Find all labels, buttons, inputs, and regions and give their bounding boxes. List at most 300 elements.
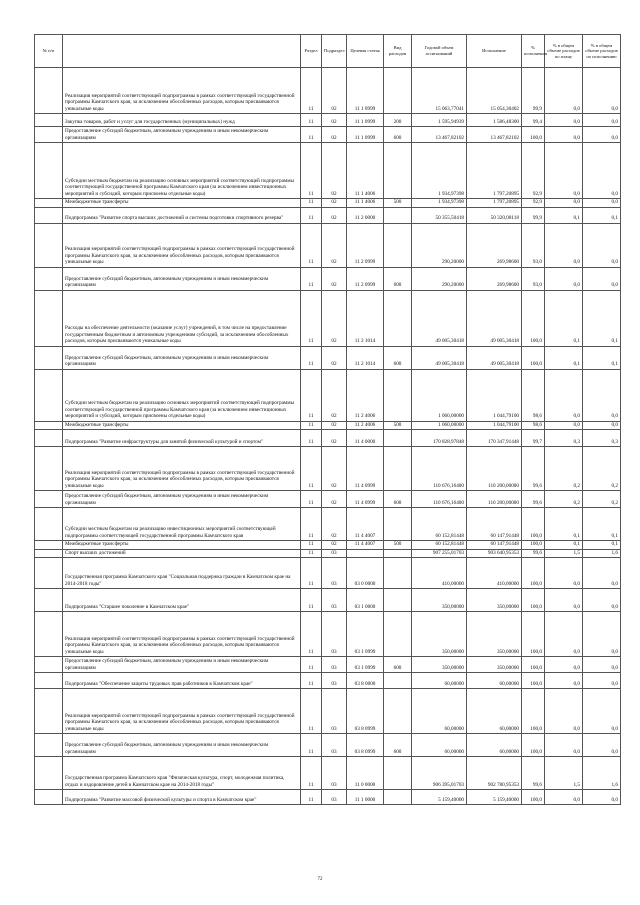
cell-podrazdel: 03	[322, 612, 347, 657]
cell-expense-type	[384, 447, 412, 491]
cell-execution: 350,00000	[467, 612, 522, 657]
cell-annual-volume: 110 676,16400	[412, 447, 467, 491]
cell-share-execution: 1,6	[583, 549, 621, 558]
cell-name: Предоставление субсидий бюджетным, автономным учреждениям и иным некоммерческим организациям	[63, 346, 301, 369]
header-annual-volume: Годовой объем ассигнований	[412, 35, 467, 68]
cell-target-article	[347, 549, 384, 558]
cell-num	[35, 267, 63, 290]
cell-share-execution: 0,2	[583, 491, 621, 508]
cell-annual-volume: 350,00000	[412, 612, 467, 657]
cell-percent-execution: 92,9	[522, 143, 545, 199]
cell-execution: 902 780,95353	[467, 757, 522, 790]
cell-razdel: 11	[301, 430, 322, 447]
cell-razdel: 11	[301, 199, 322, 208]
cell-expense-type: 600	[384, 127, 412, 143]
cell-name: Закупка товаров, работ и услуг для государственных (муниципальных) нужд	[63, 114, 301, 127]
cell-execution: 60 147,91448	[467, 508, 522, 541]
cell-share-plan: 0,2	[545, 447, 583, 491]
cell-expense-type: 500	[384, 421, 412, 430]
cell-percent-execution: 100,0	[522, 790, 545, 805]
cell-name: Реализация мероприятий соответствующей подпрограммы в рамках соответствующей государственной программы Камчатского края, за исключением обособленных расходов, которым присваиваются уникальные коды	[63, 689, 301, 734]
cell-percent-execution: 99,9	[522, 68, 545, 114]
table-row	[35, 673, 621, 689]
table-row	[35, 421, 621, 430]
cell-name: Межбюджетные трансферты	[63, 421, 301, 430]
header-name	[63, 35, 301, 68]
cell-share-plan: 0,0	[545, 199, 583, 208]
cell-podrazdel: 02	[322, 508, 347, 541]
cell-name: Реализация мероприятий соответствующей подпрограммы в рамках соответствующей государственной программы Камчатского края, за исключением обособленных расходов, которым присваиваются уникальные коды	[63, 68, 301, 114]
cell-execution: 350,00000	[467, 589, 522, 612]
cell-share-execution: 0,0	[583, 657, 621, 673]
cell-share-plan: 0,0	[545, 267, 583, 290]
cell-num	[35, 549, 63, 558]
cell-expense-type: 600	[384, 267, 412, 290]
cell-share-execution: 0,0	[583, 114, 621, 127]
cell-share-execution: 0,0	[583, 421, 621, 430]
page-number: 72	[317, 877, 323, 882]
cell-share-execution: 0,2	[583, 447, 621, 491]
cell-name: Подпрограмма "Старшее поколение в Камчатском крае"	[63, 589, 301, 612]
cell-name: Межбюджетные трансферты	[63, 199, 301, 208]
cell-num	[35, 127, 63, 143]
cell-share-execution: 0,3	[583, 430, 621, 447]
cell-share-plan: 0,0	[545, 734, 583, 757]
cell-target-article: 11 4 4007	[347, 541, 384, 550]
cell-annual-volume: 1 060,00000	[412, 421, 467, 430]
header-expense-type: Вид расходов	[384, 35, 412, 68]
cell-num	[35, 589, 63, 612]
table-row	[35, 447, 621, 491]
cell-annual-volume: 1 060,00000	[412, 369, 467, 421]
cell-num	[35, 612, 63, 657]
cell-expense-type	[384, 223, 412, 267]
cell-annual-volume: 60,00000	[412, 673, 467, 689]
cell-podrazdel: 03	[322, 790, 347, 805]
cell-razdel: 11	[301, 558, 322, 589]
cell-razdel: 11	[301, 369, 322, 421]
cell-share-execution: 0,0	[583, 143, 621, 199]
cell-podrazdel: 02	[322, 127, 347, 143]
cell-target-article: 11 1 0999	[347, 114, 384, 127]
cell-share-execution: 0,0	[583, 589, 621, 612]
cell-razdel: 11	[301, 734, 322, 757]
cell-target-article: 11 0 0000	[347, 757, 384, 790]
cell-execution: 49 005,30418	[467, 290, 522, 346]
cell-percent-execution: 100,0	[522, 589, 545, 612]
cell-razdel: 11	[301, 491, 322, 508]
budget-table	[34, 34, 621, 805]
cell-name: Субсидии местным бюджетам на реализацию основных мероприятий соответствующей подпрограммы соответствующей государственной программы Камчатского края (за исключением инвестиционных мероприятий и субсидий, которым присвоены отдельные коды)	[63, 143, 301, 199]
table-row	[35, 267, 621, 290]
cell-execution: 15 054,30402	[467, 68, 522, 114]
cell-expense-type	[384, 790, 412, 805]
cell-num	[35, 558, 63, 589]
cell-share-plan: 0,1	[545, 207, 583, 223]
cell-name: Субсидии местным бюджетам на реализацию основных мероприятий соответствующей подпрограммы соответствующей государственной программы Камчатского края (за исключением инвестиционных мероприятий и субсидий, которым присвоены отдельные коды)	[63, 369, 301, 421]
cell-annual-volume: 110 676,16400	[412, 491, 467, 508]
cell-expense-type	[384, 207, 412, 223]
cell-share-plan: 0,1	[545, 541, 583, 550]
cell-podrazdel: 02	[322, 369, 347, 421]
cell-share-plan: 0,0	[545, 127, 583, 143]
cell-podrazdel: 03	[322, 589, 347, 612]
cell-percent-execution: 100,0	[522, 508, 545, 541]
cell-razdel: 11	[301, 421, 322, 430]
cell-share-execution: 0,1	[583, 207, 621, 223]
cell-podrazdel: 02	[322, 207, 347, 223]
cell-num	[35, 790, 63, 805]
cell-annual-volume: 350,00000	[412, 657, 467, 673]
cell-annual-volume: 290,20000	[412, 223, 467, 267]
cell-execution: 1 797,20895	[467, 199, 522, 208]
cell-razdel: 11	[301, 207, 322, 223]
cell-podrazdel: 03	[322, 549, 347, 558]
cell-num	[35, 673, 63, 689]
table-body	[35, 68, 621, 805]
cell-target-article: 11 4 0000	[347, 430, 384, 447]
cell-podrazdel: 02	[322, 290, 347, 346]
cell-target-article: 11 4 0999	[347, 491, 384, 508]
cell-name: Государственная программа Камчатского края "Социальная поддержка граждан в Камчатском крае на 2014-2018 годы"	[63, 558, 301, 589]
cell-num	[35, 207, 63, 223]
cell-razdel: 11	[301, 589, 322, 612]
cell-expense-type: 600	[384, 734, 412, 757]
cell-execution: 1 044,79100	[467, 369, 522, 421]
cell-share-execution: 0,0	[583, 267, 621, 290]
cell-share-execution: 0,1	[583, 541, 621, 550]
cell-share-plan: 0,0	[545, 589, 583, 612]
cell-execution: 350,00000	[467, 657, 522, 673]
header-execution: Исполнение	[467, 35, 522, 68]
cell-razdel: 11	[301, 267, 322, 290]
cell-expense-type	[384, 757, 412, 790]
cell-target-article: 03 8 0999	[347, 734, 384, 757]
cell-name: Предоставление субсидий бюджетным, автономным учреждениям и иным некоммерческим организациям	[63, 267, 301, 290]
cell-share-plan: 0,0	[545, 790, 583, 805]
cell-num	[35, 346, 63, 369]
cell-podrazdel: 03	[322, 558, 347, 589]
cell-share-execution: 0,1	[583, 508, 621, 541]
cell-share-execution: 0,0	[583, 68, 621, 114]
cell-share-execution: 0,0	[583, 558, 621, 589]
table-row	[35, 757, 621, 790]
header-share-plan: % в общем объеме расходов по плану	[545, 35, 583, 68]
cell-podrazdel: 02	[322, 447, 347, 491]
table-row	[35, 68, 621, 114]
cell-razdel: 11	[301, 508, 322, 541]
cell-podrazdel: 03	[322, 734, 347, 757]
cell-podrazdel: 02	[322, 491, 347, 508]
cell-share-execution: 0,0	[583, 612, 621, 657]
cell-share-execution: 0,0	[583, 127, 621, 143]
cell-num	[35, 689, 63, 734]
cell-percent-execution: 99,4	[522, 114, 545, 127]
cell-podrazdel: 03	[322, 757, 347, 790]
table-row	[35, 430, 621, 447]
cell-percent-execution: 98,6	[522, 421, 545, 430]
cell-razdel: 11	[301, 673, 322, 689]
cell-annual-volume: 60 152,81448	[412, 508, 467, 541]
cell-podrazdel: 02	[322, 68, 347, 114]
cell-target-article: 11 2 0000	[347, 207, 384, 223]
cell-num	[35, 430, 63, 447]
cell-share-execution: 0,0	[583, 223, 621, 267]
table-row	[35, 508, 621, 541]
cell-percent-execution: 99,6	[522, 447, 545, 491]
cell-annual-volume: 410,00000	[412, 558, 467, 589]
cell-percent-execution: 100,0	[522, 558, 545, 589]
cell-target-article: 11 1 0999	[347, 127, 384, 143]
cell-annual-volume: 5 159,40000	[412, 790, 467, 805]
cell-num	[35, 114, 63, 127]
cell-share-plan: 0,0	[545, 673, 583, 689]
cell-target-article: 11 1 0000	[347, 790, 384, 805]
cell-num	[35, 657, 63, 673]
table-row	[35, 127, 621, 143]
cell-percent-execution: 92,9	[522, 199, 545, 208]
header-podrazdel: Подраздел	[322, 35, 347, 68]
cell-num	[35, 421, 63, 430]
cell-expense-type	[384, 369, 412, 421]
cell-num	[35, 541, 63, 550]
cell-share-plan: 0,0	[545, 369, 583, 421]
cell-razdel: 11	[301, 541, 322, 550]
cell-annual-volume: 60 152,81448	[412, 541, 467, 550]
cell-expense-type	[384, 68, 412, 114]
cell-target-article: 03 8 0000	[347, 673, 384, 689]
cell-num	[35, 223, 63, 267]
cell-annual-volume: 290,20000	[412, 267, 467, 290]
header-num: № п/п	[35, 35, 63, 68]
cell-expense-type: 200	[384, 114, 412, 127]
cell-share-plan: 0,1	[545, 346, 583, 369]
cell-razdel: 11	[301, 790, 322, 805]
table-row	[35, 589, 621, 612]
cell-share-execution: 0,0	[583, 734, 621, 757]
cell-name: Реализация мероприятий соответствующей подпрограммы в рамках соответствующей государственной программы Камчатского края, за исключением обособленных расходов, которым присваиваются уникальные коды	[63, 223, 301, 267]
cell-percent-execution: 100,0	[522, 346, 545, 369]
cell-percent-execution: 100,0	[522, 290, 545, 346]
cell-target-article: 11 2 0999	[347, 223, 384, 267]
cell-expense-type	[384, 589, 412, 612]
cell-execution: 60,00000	[467, 673, 522, 689]
cell-execution: 110 200,00000	[467, 447, 522, 491]
cell-execution: 110 200,00000	[467, 491, 522, 508]
cell-target-article: 03 8 0999	[347, 689, 384, 734]
cell-annual-volume: 15 063,77041	[412, 68, 467, 114]
cell-razdel: 11	[301, 143, 322, 199]
table-row	[35, 734, 621, 757]
cell-percent-execution: 98,6	[522, 369, 545, 421]
cell-target-article: 03 1 0000	[347, 589, 384, 612]
cell-podrazdel: 02	[322, 223, 347, 267]
cell-podrazdel: 02	[322, 114, 347, 127]
cell-name: Спорт высших достижений	[63, 549, 301, 558]
cell-razdel: 11	[301, 612, 322, 657]
cell-percent-execution: 100,0	[522, 657, 545, 673]
cell-target-article: 11 2 4006	[347, 369, 384, 421]
cell-target-article: 11 4 0999	[347, 447, 384, 491]
cell-expense-type	[384, 558, 412, 589]
cell-share-execution: 0,1	[583, 290, 621, 346]
cell-target-article: 11 2 1014	[347, 346, 384, 369]
cell-percent-execution: 93,0	[522, 223, 545, 267]
cell-execution: 60,00000	[467, 689, 522, 734]
cell-num	[35, 199, 63, 208]
table-row	[35, 346, 621, 369]
cell-razdel: 11	[301, 346, 322, 369]
cell-razdel: 11	[301, 657, 322, 673]
cell-share-execution: 1,6	[583, 757, 621, 790]
cell-share-plan: 0,0	[545, 143, 583, 199]
cell-name: Предоставление субсидий бюджетным, автономным учреждениям и иным некоммерческим организациям	[63, 127, 301, 143]
table-row	[35, 549, 621, 558]
table-row	[35, 143, 621, 199]
cell-razdel: 11	[301, 127, 322, 143]
cell-razdel: 11	[301, 290, 322, 346]
cell-execution: 1 797,20895	[467, 143, 522, 199]
cell-execution: 49 005,30418	[467, 346, 522, 369]
cell-annual-volume: 907 255,01703	[412, 549, 467, 558]
cell-num	[35, 757, 63, 790]
cell-annual-volume: 49 005,30418	[412, 290, 467, 346]
cell-execution: 410,00000	[467, 558, 522, 589]
cell-share-plan: 0,2	[545, 491, 583, 508]
cell-razdel: 11	[301, 757, 322, 790]
cell-name: Межбюджетные трансферты	[63, 541, 301, 550]
cell-num	[35, 734, 63, 757]
cell-share-execution: 0,0	[583, 199, 621, 208]
budget-table-sheet	[34, 34, 620, 805]
cell-share-plan: 0,0	[545, 68, 583, 114]
table-row	[35, 369, 621, 421]
cell-target-article: 03 0 0000	[347, 558, 384, 589]
table-row	[35, 689, 621, 734]
cell-share-execution: 0,0	[583, 689, 621, 734]
cell-percent-execution: 99,6	[522, 491, 545, 508]
cell-expense-type: 500	[384, 199, 412, 208]
table-row	[35, 790, 621, 805]
table-row	[35, 612, 621, 657]
cell-podrazdel: 02	[322, 421, 347, 430]
cell-expense-type	[384, 673, 412, 689]
cell-execution: 269,98600	[467, 223, 522, 267]
cell-share-plan: 0,0	[545, 223, 583, 267]
cell-num	[35, 68, 63, 114]
cell-razdel: 11	[301, 68, 322, 114]
table-row	[35, 541, 621, 550]
table-row	[35, 223, 621, 267]
cell-percent-execution: 100,0	[522, 734, 545, 757]
cell-podrazdel: 02	[322, 267, 347, 290]
cell-annual-volume: 60,00000	[412, 689, 467, 734]
cell-annual-volume: 170 828,97848	[412, 430, 467, 447]
cell-annual-volume: 1 934,97398	[412, 199, 467, 208]
cell-percent-execution: 100,0	[522, 689, 545, 734]
cell-name: Предоставление субсидий бюджетным, автономным учреждениям и иным некоммерческим организациям	[63, 657, 301, 673]
cell-percent-execution: 93,0	[522, 267, 545, 290]
cell-name: Предоставление субсидий бюджетным, автономным учреждениям и иным некоммерческим организациям	[63, 734, 301, 757]
cell-name: Подпрограмма "Развитие спорта высших достижений и системы подготовки спортивного резерва"	[63, 207, 301, 223]
header-target-article: Целевая статья	[347, 35, 384, 68]
cell-target-article: 11 2 4006	[347, 421, 384, 430]
cell-expense-type: 600	[384, 491, 412, 508]
cell-percent-execution: 100,0	[522, 612, 545, 657]
table-row	[35, 558, 621, 589]
cell-percent-execution: 100,0	[522, 127, 545, 143]
cell-expense-type: 500	[384, 541, 412, 550]
cell-percent-execution: 100,0	[522, 541, 545, 550]
cell-share-plan: 1,5	[545, 549, 583, 558]
table-row	[35, 657, 621, 673]
cell-razdel: 11	[301, 447, 322, 491]
cell-target-article: 03 1 0999	[347, 612, 384, 657]
table-header-row	[35, 35, 621, 68]
cell-share-plan: 0,0	[545, 558, 583, 589]
cell-target-article: 11 1 4006	[347, 143, 384, 199]
cell-expense-type: 600	[384, 657, 412, 673]
cell-name: Государственная программа Камчатского края "Физическая культура, спорт, молодежная политика, отдых и оздоровление детей в Камчатском крае на 2014-2018 годы"	[63, 757, 301, 790]
cell-annual-volume: 60,00000	[412, 734, 467, 757]
cell-percent-execution: 99,9	[522, 207, 545, 223]
cell-podrazdel: 03	[322, 673, 347, 689]
table-row	[35, 290, 621, 346]
cell-name: Реализация мероприятий соответствующей подпрограммы в рамках соответствующей государственной программы Камчатского края, за исключением обособленных расходов, которым присваиваются уникальные коды	[63, 612, 301, 657]
cell-execution: 50 320,08118	[467, 207, 522, 223]
cell-execution: 60 147,91448	[467, 541, 522, 550]
cell-target-article: 11 1 0999	[347, 68, 384, 114]
table-row	[35, 199, 621, 208]
cell-annual-volume: 1 934,97398	[412, 143, 467, 199]
cell-expense-type	[384, 430, 412, 447]
header-percent-execution: % исполнения	[522, 35, 545, 68]
cell-share-execution: 0,0	[583, 790, 621, 805]
cell-target-article: 11 4 4007	[347, 508, 384, 541]
table-row	[35, 207, 621, 223]
cell-target-article: 11 2 0999	[347, 267, 384, 290]
cell-expense-type	[384, 549, 412, 558]
cell-percent-execution: 100,0	[522, 673, 545, 689]
cell-target-article: 11 1 4006	[347, 199, 384, 208]
cell-execution: 60,00000	[467, 734, 522, 757]
cell-expense-type	[384, 508, 412, 541]
cell-share-execution: 0,0	[583, 369, 621, 421]
cell-share-plan: 0,1	[545, 508, 583, 541]
cell-annual-volume: 13 467,82102	[412, 127, 467, 143]
cell-share-execution: 0,1	[583, 346, 621, 369]
cell-name: Расходы на обеспечение деятельности (оказание услуг) учреждений, в том числе на предоставление государственным бюджетным и автономным учреждениям субсидий, за исключением обособленных расходов, которым присваиваются уникальные коды	[63, 290, 301, 346]
table-row	[35, 114, 621, 127]
cell-annual-volume: 49 005,30418	[412, 346, 467, 369]
cell-num	[35, 369, 63, 421]
cell-podrazdel: 03	[322, 657, 347, 673]
cell-num	[35, 290, 63, 346]
cell-share-plan: 0,0	[545, 114, 583, 127]
cell-target-article: 11 2 1014	[347, 290, 384, 346]
cell-name: Подпрограмма "Обеспечение защиты трудовых прав работников в Камчатском крае"	[63, 673, 301, 689]
cell-razdel: 11	[301, 223, 322, 267]
cell-expense-type	[384, 143, 412, 199]
cell-name: Подпрограмма "Развитие массовой физической культуры и спорта в Камчатском крае"	[63, 790, 301, 805]
cell-podrazdel: 02	[322, 430, 347, 447]
cell-name: Субсидии местным бюджетам на реализацию инвестиционных мероприятий соответствующей подпрограммы соответствующей государственной программы Камчатского края	[63, 508, 301, 541]
cell-annual-volume: 1 595,94939	[412, 114, 467, 127]
cell-expense-type	[384, 612, 412, 657]
cell-podrazdel: 02	[322, 346, 347, 369]
cell-share-plan: 1,5	[545, 757, 583, 790]
cell-annual-volume: 350,00000	[412, 589, 467, 612]
